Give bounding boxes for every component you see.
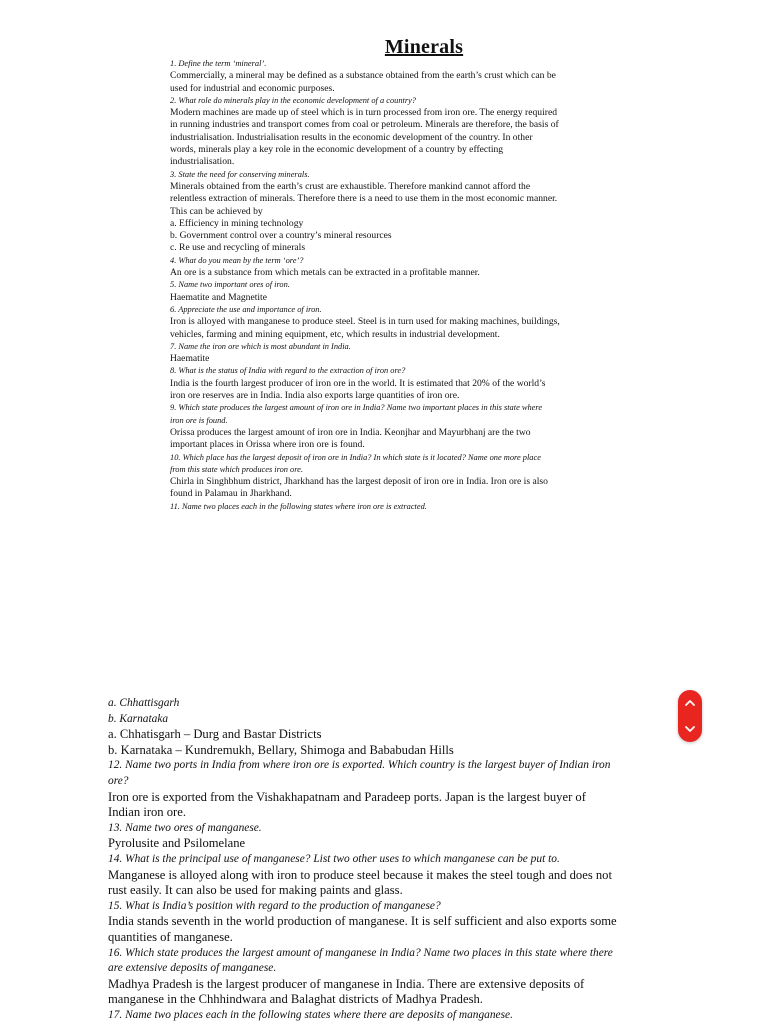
page-navigation-control	[678, 690, 702, 742]
next-page-button[interactable]	[678, 716, 702, 742]
question-line: 14. What is the principal use of manganese? List two other uses to which manganese can be put to.	[108, 852, 560, 865]
question-line: 7. Name the iron ore which is most abundant in India.	[170, 341, 351, 351]
question-line: 15. What is India’s position with regard to the production of manganese?	[108, 899, 441, 912]
question-line: 8. What is the status of India with regard to the extraction of iron ore?	[170, 366, 406, 376]
answer-line: An ore is a substance from which metals can be extracted in a profitable manner.	[170, 267, 480, 279]
answer-line: Iron ore is exported from the Vishakhapatnam and Paradeep ports. Japan is the largest buyer of	[108, 789, 586, 804]
answer-line: Iron is alloyed with manganese to produce steel. Steel is in turn used for making machines, buildings,	[170, 316, 560, 328]
answer-line: words, minerals play a key role in the economic development of a country by effecting	[170, 144, 504, 156]
question-line: a. Chhattisgarh	[108, 697, 180, 709]
question-line: 17. Name two places each in the following states where there are deposits of manganese.	[108, 1008, 513, 1021]
question-line: 4. What do you mean by the term ‘ore’?	[170, 255, 304, 265]
answer-line: Haematite	[170, 353, 210, 365]
question-line: 13. Name two ores of manganese.	[108, 821, 262, 834]
answer-line: Manganese is alloyed along with iron to produce steel because it makes the steel tough and does not	[108, 867, 612, 882]
question-line: 2. What role do minerals play in the economic development of a country?	[170, 95, 416, 105]
chevron-up-icon	[684, 697, 696, 709]
answer-line: a. Chhatisgarh – Durg and Bastar Districts	[108, 727, 322, 742]
chevron-down-icon	[684, 723, 696, 735]
answer-line: b. Government control over a country’s mineral resources	[170, 230, 392, 242]
answer-line: This can be achieved by	[170, 205, 263, 217]
answer-line: important places in Orissa where iron ore is found.	[170, 439, 365, 451]
question-line: 1. Define the term ‘mineral’.	[170, 59, 267, 68]
question-line: 16. Which state produces the largest amount of manganese in India? Name two places in this state where there	[108, 946, 613, 959]
question-line: ore?	[108, 774, 129, 787]
answer-line: c. Re use and recycling of minerals	[170, 242, 306, 254]
question-line: are extensive deposits of manganese.	[108, 962, 277, 975]
question-line: 5. Name two important ores of iron.	[170, 280, 290, 290]
answer-line: Modern machines are made up of steel which is in turn processed from iron ore. The energy required	[170, 107, 558, 119]
answer-line: Orissa produces the largest amount of iron ore in India. Keonjhar and Mayurbhanj are the two	[170, 426, 531, 438]
document-page-2	[0, 690, 768, 1024]
answer-line: iron ore reserves are in India. India also exports large quantities of iron ore.	[170, 390, 460, 402]
question-line: 6. Appreciate the use and importance of iron.	[170, 304, 322, 314]
question-line: from this state which produces iron ore.	[170, 464, 303, 474]
question-line: b. Karnataka	[108, 712, 169, 725]
answer-line: in running industries and transport comes from coal or petroleum. Minerals are therefore, the basis of	[170, 119, 559, 131]
answer-line: vehicles, farming and mining equipment, etc, which results in industrial development.	[170, 328, 500, 340]
answer-line: b. Karnataka – Kundremukh, Bellary, Shimoga and Bababudan Hills	[108, 742, 454, 757]
question-line: iron ore is found.	[170, 415, 228, 425]
answer-line: Minerals obtained from the earth’s crust are exhaustible. Therefore mankind cannot afford the	[170, 180, 531, 192]
question-line: 11. Name two places each in the following states where iron ore is extracted.	[170, 501, 427, 511]
page-2-text	[108, 696, 678, 1023]
page-title: Minerals	[384, 36, 464, 58]
answer-line: relentless extraction of minerals. Therefore there is a need to use them in the most economic manner.	[170, 193, 558, 205]
answer-line: Chirla in Singhbhum district, Jharkhand has the largest deposit of iron ore in India. Iron ore is also	[170, 476, 548, 488]
question-line: 9. Which state produces the largest amount of iron ore in India? Name two important places in this state where	[170, 403, 543, 413]
answer-line: manganese in the Chhhindwara and Balaghat districts of Madhya Pradesh.	[108, 992, 483, 1007]
answer-line: Haematite and Magnetite	[170, 291, 267, 303]
question-line: 10. Which place has the largest deposit of iron ore in India? In which state is it located? Name one more place	[170, 452, 541, 462]
answer-line: used for industrial and economic purposes.	[170, 82, 335, 94]
answer-line: a. Efficiency in mining technology	[170, 217, 304, 229]
previous-page-button[interactable]	[678, 690, 702, 716]
answer-line: Indian iron ore.	[108, 805, 186, 820]
answer-line: India is the fourth largest producer of iron ore in the world. It is estimated that 20% of the world’s	[170, 377, 546, 389]
question-line: 12. Name two ports in India from where iron ore is exported. Which country is the largest buyer of Indian iron	[108, 759, 611, 772]
answer-line: industrialisation. Industrialisation results in the economic development of the country. In other	[170, 131, 533, 143]
page-1-text	[170, 58, 620, 513]
answer-line: quantities of manganese.	[108, 929, 233, 944]
answer-line: Commercially, a mineral may be defined as a substance obtained from the earth’s crust which can be	[170, 70, 556, 82]
answer-line: found in Palamau in Jharkhand.	[170, 488, 292, 500]
answer-line: Pyrolusite and Psilomelane	[108, 836, 246, 851]
answer-line: India stands seventh in the world production of manganese. It is self sufficient and also exports some	[108, 914, 617, 929]
question-line: 3. State the need for conserving minerals.	[170, 169, 310, 179]
answer-line: rust easily. It can also be used for making paints and glass.	[108, 883, 403, 898]
answer-line: Madhya Pradesh is the largest producer of manganese in India. There are extensive deposits of	[108, 976, 585, 991]
answer-line: industrialisation.	[170, 156, 235, 168]
